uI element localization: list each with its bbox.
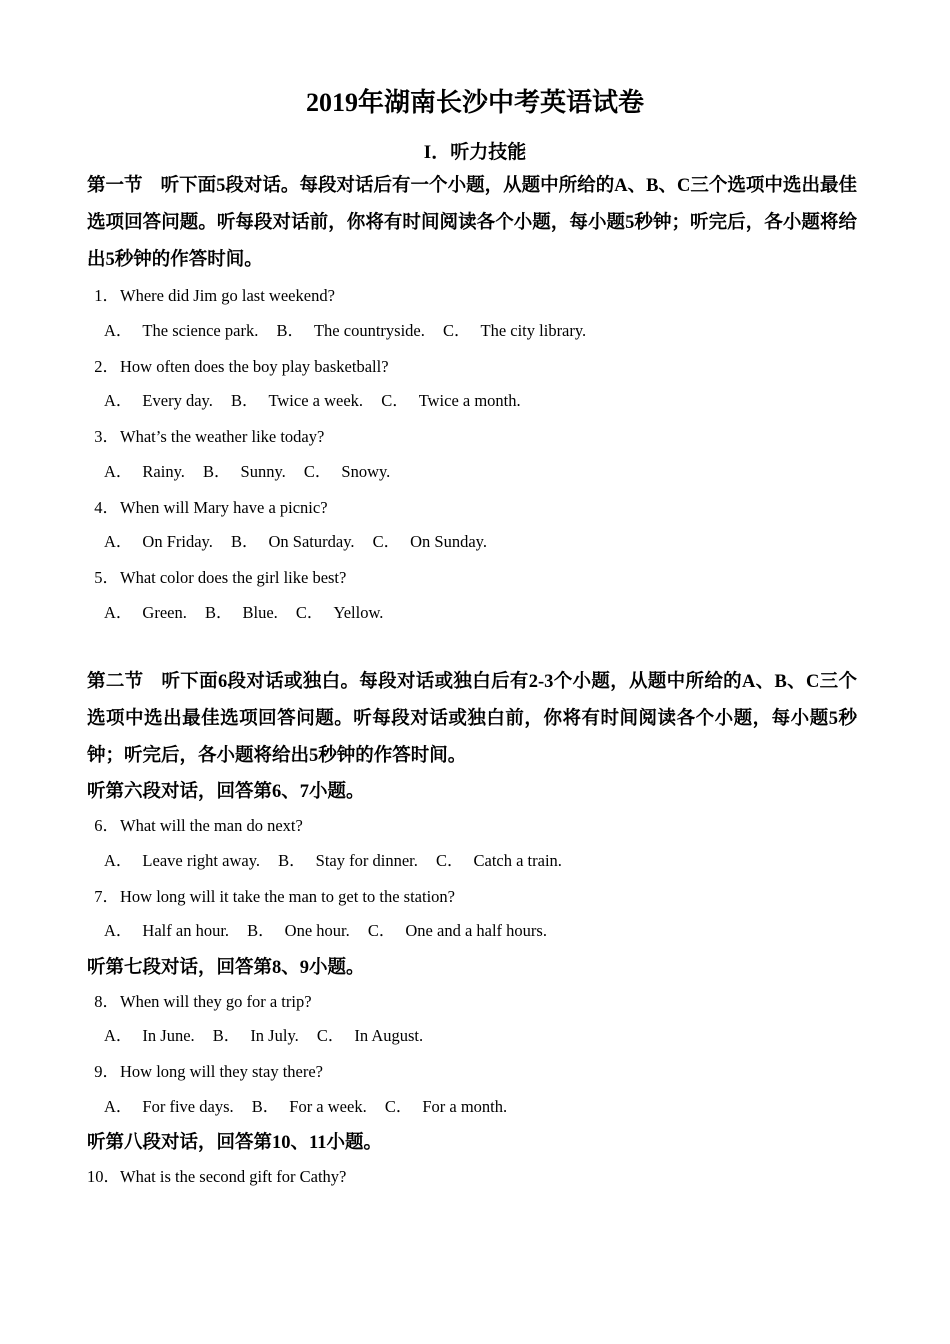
option-a <box>104 1026 195 1045</box>
group-heading-7: 听第七段对话，回答第8、9小题。 <box>87 958 365 978</box>
option-c <box>443 321 586 340</box>
option-text: On Sunday. <box>410 532 487 551</box>
option-text: Catch a train. <box>473 851 562 870</box>
question-text: What is the second gift for Cathy? <box>120 1167 347 1186</box>
option-text: Half an hour. <box>142 921 230 940</box>
option-letter: C． <box>435 851 464 870</box>
page-title: 2019年湖南长沙中考英语试卷 <box>305 88 644 117</box>
question-6 <box>87 815 303 837</box>
option-a <box>104 532 213 551</box>
option-b <box>205 603 278 622</box>
option-text: Twice a week. <box>268 391 364 410</box>
section-1-text: 听下面5段对话。每段对话后有一个小题，从题中所给的A、B、C三个选项中选出最佳选项回答问题。听每段对话前，你将有时间阅读各个小题，每小题5秒钟；听完后，各小题将给出5秒钟的作答时间。 <box>87 176 857 270</box>
option-text: One and a half hours. <box>405 921 547 940</box>
option-text: In June. <box>142 1026 195 1045</box>
option-letter: A． <box>104 391 133 410</box>
option-text: The science park. <box>142 321 259 340</box>
section-2-label: 第二节 <box>87 672 144 692</box>
question-text: How long will they stay there? <box>120 1062 323 1081</box>
option-a <box>104 851 260 870</box>
section-2-text: 听下面6段对话或独白。每段对话或独白后有2-3个小题，从题中所给的A、B、C三个选项中选出最佳选项回答问题。听每段对话或独白前，你将有时间阅读各个小题，每小题5秒钟；听完后，各小题将给出5秒钟的作答时间。 <box>87 672 857 766</box>
question-4 <box>87 497 328 519</box>
option-c <box>381 391 520 410</box>
option-text: Blue. <box>242 603 278 622</box>
option-a <box>104 603 187 622</box>
option-b <box>247 921 350 940</box>
question-5-options <box>104 602 397 624</box>
question-number: 10． <box>87 1167 120 1186</box>
option-text: One hour. <box>284 921 350 940</box>
option-text: Snowy. <box>341 462 391 481</box>
option-text: Every day. <box>142 391 213 410</box>
question-6-options <box>104 850 576 872</box>
question-number: 8． <box>94 992 119 1011</box>
part-heading: I．听力技能 <box>423 142 527 163</box>
option-b <box>231 391 363 410</box>
question-number: 9． <box>94 1062 119 1081</box>
question-text: What’s the weather like today? <box>120 427 325 446</box>
option-c <box>296 603 384 622</box>
option-letter: A． <box>104 321 133 340</box>
option-letter: B． <box>203 462 231 481</box>
option-letter: C． <box>372 532 401 551</box>
option-text: In July. <box>250 1026 299 1045</box>
option-text: Twice a month. <box>418 391 521 410</box>
option-letter: A． <box>104 532 133 551</box>
question-10 <box>87 1166 346 1188</box>
question-number: 5． <box>94 568 119 587</box>
option-letter: A． <box>104 851 133 870</box>
question-number: 4． <box>94 498 119 517</box>
option-c <box>373 532 487 551</box>
option-text: Rainy. <box>142 462 185 481</box>
option-letter: B． <box>278 851 306 870</box>
option-text: For a week. <box>289 1097 367 1116</box>
option-letter: A． <box>104 921 133 940</box>
option-text: For five days. <box>142 1097 234 1116</box>
option-c <box>385 1097 507 1116</box>
option-b <box>252 1097 367 1116</box>
option-b <box>213 1026 299 1045</box>
question-7 <box>87 886 455 908</box>
option-c <box>304 462 390 481</box>
question-9 <box>87 1061 323 1083</box>
option-c <box>317 1026 423 1045</box>
question-2 <box>87 356 389 378</box>
option-letter: C． <box>381 391 409 410</box>
group-heading-8: 听第八段对话，回答第10、11小题。 <box>87 1133 382 1153</box>
option-letter: B． <box>247 921 275 940</box>
option-text: Sunny. <box>240 462 286 481</box>
option-text: On Friday. <box>142 532 213 551</box>
option-letter: A． <box>104 1097 133 1116</box>
option-letter: C． <box>303 462 332 481</box>
question-number: 6． <box>94 816 119 835</box>
question-8-options <box>104 1025 437 1047</box>
section-1-label: 第一节 <box>87 176 143 196</box>
section-2-intro <box>87 664 857 775</box>
question-text: When will they go for a trip? <box>120 992 312 1011</box>
option-c <box>368 921 547 940</box>
option-text: The city library. <box>480 321 587 340</box>
question-5 <box>87 567 346 589</box>
question-text: When will Mary have a picnic? <box>120 498 328 517</box>
option-text: For a month. <box>422 1097 508 1116</box>
option-letter: C． <box>367 921 396 940</box>
option-a <box>104 321 258 340</box>
question-text: Where did Jim go last weekend? <box>120 286 335 305</box>
option-text: Yellow. <box>333 603 384 622</box>
question-text: What color does the girl like best? <box>120 568 347 587</box>
option-text: Leave right away. <box>142 851 261 870</box>
option-letter: A． <box>104 603 133 622</box>
question-3-options <box>104 461 404 483</box>
question-9-options <box>104 1096 521 1118</box>
option-a <box>104 391 213 410</box>
option-text: Stay for dinner. <box>315 851 418 870</box>
question-1-options <box>104 320 600 342</box>
option-letter: C． <box>295 603 324 622</box>
option-b <box>203 462 286 481</box>
option-text: Green. <box>142 603 187 622</box>
option-letter: B． <box>276 321 304 340</box>
question-4-options <box>104 531 501 553</box>
option-a <box>104 1097 234 1116</box>
option-b <box>276 321 424 340</box>
option-letter: B． <box>230 391 259 410</box>
question-1 <box>87 285 335 307</box>
option-letter: B． <box>251 1097 280 1116</box>
question-2-options <box>104 390 535 412</box>
question-number: 7． <box>94 887 119 906</box>
option-b <box>278 851 418 870</box>
option-a <box>104 462 185 481</box>
question-text: How often does the boy play basketball? <box>120 357 389 376</box>
option-letter: A． <box>104 1026 133 1045</box>
section-1-intro <box>87 168 857 279</box>
question-text: How long will it take the man to get to the station? <box>120 887 455 906</box>
option-text: In August. <box>354 1026 424 1045</box>
option-letter: C． <box>316 1026 345 1045</box>
option-letter: B． <box>212 1026 241 1045</box>
option-letter: B． <box>230 532 259 551</box>
question-text: What will the man do next? <box>120 816 303 835</box>
option-a <box>104 921 229 940</box>
option-text: The countryside. <box>313 321 425 340</box>
option-letter: C． <box>384 1097 413 1116</box>
question-8 <box>87 991 312 1013</box>
question-number: 3． <box>94 427 119 446</box>
option-letter: A． <box>104 462 133 481</box>
question-number: 2． <box>94 357 119 376</box>
question-3 <box>87 426 324 448</box>
question-number: 1． <box>94 286 119 305</box>
option-letter: C． <box>442 321 471 340</box>
group-heading-6: 听第六段对话，回答第6、7小题。 <box>87 782 365 802</box>
option-letter: B． <box>204 603 233 622</box>
option-b <box>231 532 355 551</box>
option-text: On Saturday. <box>268 532 355 551</box>
question-7-options <box>104 920 561 942</box>
option-c <box>436 851 562 870</box>
